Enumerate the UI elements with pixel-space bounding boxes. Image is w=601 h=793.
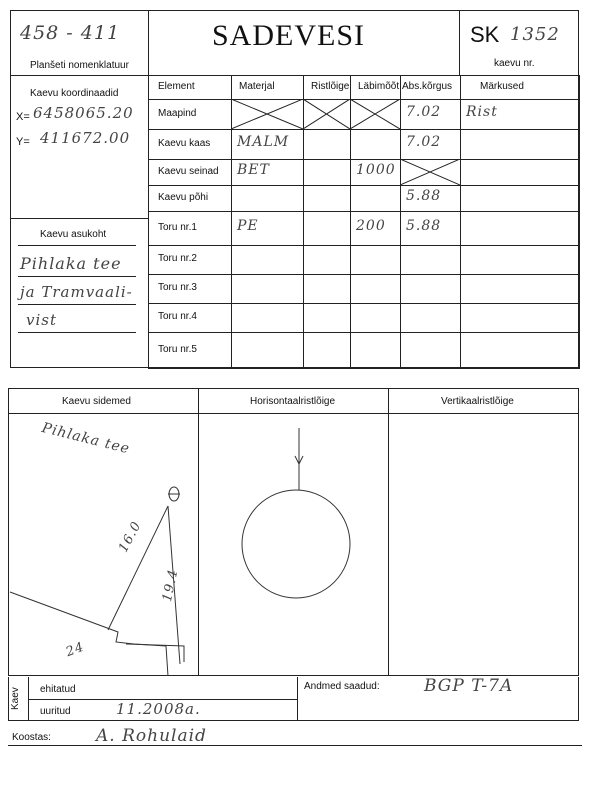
row-label-kaevu-seinad: Kaevu seinad: [158, 166, 219, 177]
cell-value-abs: 5.88: [406, 218, 442, 234]
table-cell: [231, 185, 304, 212]
table-cell: [350, 303, 401, 333]
street-edge-line: [10, 592, 168, 676]
table-cell: [460, 274, 580, 304]
location-rule-3: [18, 304, 136, 305]
crossed-out-cell-mark: [350, 99, 400, 129]
row-label-maapind: Maapind: [158, 108, 197, 119]
table-cell: [460, 245, 580, 275]
x-prefix: X=: [16, 111, 30, 123]
table-cell: [303, 332, 351, 369]
kaev-label: Kaev: [10, 687, 21, 710]
cell-value-materjal: MALM: [237, 134, 290, 150]
table-cell: [350, 245, 401, 275]
table-cell: [460, 129, 580, 160]
table-cell: [400, 245, 461, 275]
y-prefix: Y=: [16, 136, 30, 148]
tie-distance-c: 24: [64, 639, 87, 661]
column-header-element: Element: [158, 81, 195, 92]
x-coordinate-value: 6458065.20: [33, 104, 134, 122]
row-label-toru-nr-1: Toru nr.1: [158, 222, 197, 233]
column-header-ristloige: Ristlõige: [311, 81, 350, 92]
table-cell: [231, 303, 304, 333]
row-label-toru-nr-5: Toru nr.5: [158, 344, 197, 355]
curb-line: [126, 644, 184, 662]
well-number-label: kaevu nr.: [494, 58, 535, 69]
cell-value-labimoot: 1000: [356, 162, 396, 178]
table-cell: [303, 303, 351, 333]
location-rule-2: [18, 276, 136, 277]
well-number: 1352: [510, 24, 560, 45]
plansheet-number: 458 - 411: [20, 22, 121, 44]
table-cell: [400, 332, 461, 369]
table-cell: [350, 185, 401, 212]
page-title: SADEVESI: [212, 19, 366, 52]
table-cell: [303, 129, 351, 160]
table-cell: [303, 211, 351, 246]
vertical-section-label: Vertikaalristlõige: [441, 396, 514, 407]
row-label-toru-nr-4: Toru nr.4: [158, 311, 197, 322]
well-prefix: SK: [470, 22, 500, 47]
data-source-value: BGP T-7A: [424, 676, 514, 696]
table-cell: [460, 185, 580, 212]
cell-value-abs: 5.88: [406, 188, 442, 204]
table-cell: [460, 159, 580, 186]
table-cell: [231, 245, 304, 275]
cell-value-materjal: BET: [237, 162, 270, 178]
table-cell: [350, 129, 401, 160]
table-cell: [303, 185, 351, 212]
table-cell: [303, 274, 351, 304]
table-cell: [350, 274, 401, 304]
ties-sketch: [8, 414, 198, 676]
column-header-labimoot: Läbimõõt: [358, 81, 400, 92]
row-label-kaevu-kaas: Kaevu kaas: [158, 138, 211, 149]
y-coordinate-value: 411672.00: [40, 129, 131, 147]
cell-value-abs: 7.02: [406, 134, 442, 150]
footer-middle-divider: [297, 677, 298, 721]
location-line-2: ja Tramvaali-: [20, 283, 133, 301]
row-label-toru-nr-3: Toru nr.3: [158, 282, 197, 293]
table-cell: [231, 332, 304, 369]
tie-distance-a: 16.0: [116, 518, 145, 556]
ties-label: Kaevu sidemed: [62, 396, 131, 407]
table-cell: [231, 274, 304, 304]
plansheet-label: Planšeti nomenklatuur: [30, 60, 129, 71]
crossed-out-cell-mark: [303, 99, 350, 129]
row-label-kaevu-pohi: Kaevu põhi: [158, 192, 209, 203]
data-source-label: Andmed saadud:: [304, 681, 380, 692]
compiled-value: A. Rohulaid: [96, 726, 207, 746]
location-line-1: Pihlaka tee: [20, 254, 122, 273]
crossed-out-cell-mark: [231, 99, 303, 129]
cell-value-markused: Rist: [466, 104, 498, 120]
table-cell: [303, 245, 351, 275]
table-cell: [350, 332, 401, 369]
location-line-3: vist: [26, 311, 57, 329]
column-header-markused: Märkused: [480, 81, 524, 92]
well-circle: [242, 490, 350, 598]
column-header-abs-korgus: Abs.kõrgus: [402, 81, 453, 92]
coordinates-label: Kaevu koordinaadid: [30, 88, 119, 99]
surveyed-label: uuritud: [40, 706, 71, 717]
table-cell: [303, 159, 351, 186]
compiled-rule: [8, 745, 582, 746]
row-label-toru-nr-2: Toru nr.2: [158, 253, 197, 264]
surveyed-value: 11.2008a.: [116, 700, 201, 718]
cell-value-abs: 7.02: [406, 104, 442, 120]
table-cell: [460, 211, 580, 246]
compiled-label: Koostas:: [12, 732, 51, 743]
sketch-divider-2: [388, 388, 389, 676]
table-cell: [400, 303, 461, 333]
column-header-materjal: Materjal: [239, 81, 275, 92]
location-rule-1: [18, 245, 136, 246]
cell-value-labimoot: 200: [356, 218, 386, 234]
horizontal-section-sketch: [199, 414, 388, 676]
table-cell: [400, 274, 461, 304]
table-cell: [460, 303, 580, 333]
table-cell: [460, 332, 580, 369]
location-label: Kaevu asukoht: [40, 229, 107, 240]
crossed-out-cell-mark: [400, 159, 460, 185]
tie-distance-b: 19.4: [160, 567, 182, 604]
built-label: ehitatud: [40, 684, 76, 695]
cell-value-materjal: PE: [237, 218, 259, 234]
horizontal-section-label: Horisontaalristlõige: [250, 396, 336, 407]
street-note: Pihlaka tee: [40, 420, 132, 458]
location-rule-4: [18, 332, 136, 333]
